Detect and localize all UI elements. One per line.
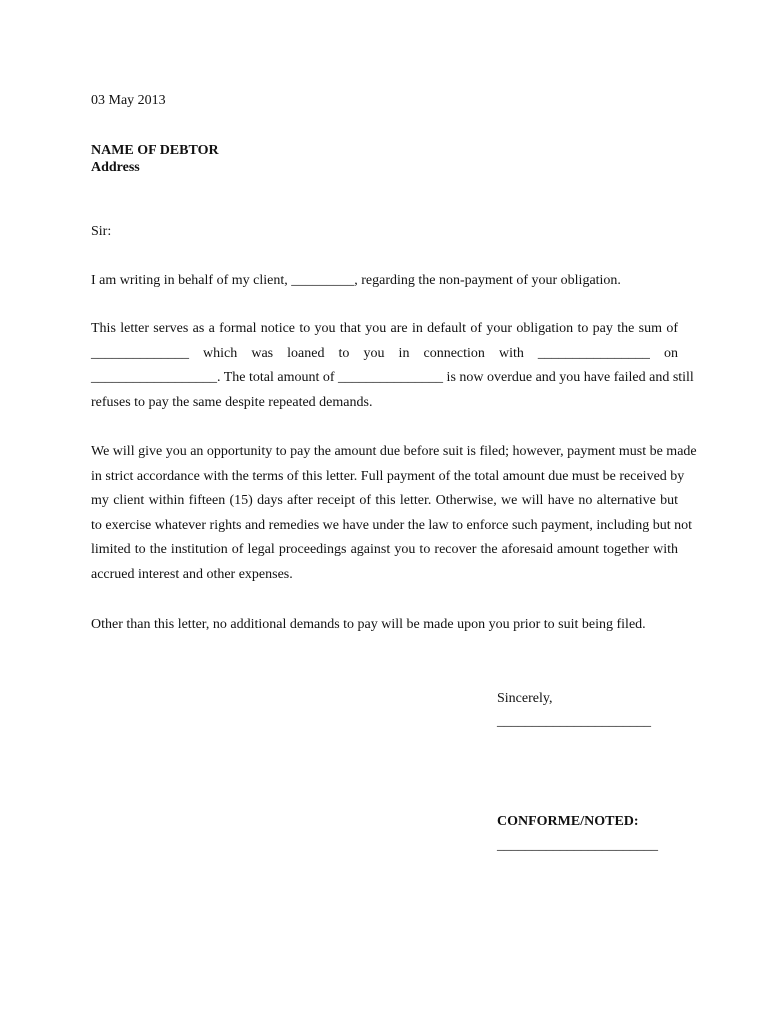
signature-line: ______________________ [497,714,651,729]
paragraph-2-line: refuses to pay the same despite repeated demands. [91,394,373,410]
paragraph-1-text: I am writing in behalf of my client, _________, regarding the non-payment of your obligation. [91,273,621,288]
conforme-label: CONFORME/NOTED: [497,814,639,829]
recipient-block [91,142,678,176]
recipient-address: Address [91,160,140,175]
salutation-text: Sir: [91,224,112,239]
closing-block [497,690,697,730]
closing-text: Sincerely, [497,691,553,706]
paragraph-3 [91,440,697,588]
paragraph-4 [91,616,678,633]
paragraph-2-line: ______________ which was loaned to you in connection with ________________ on [91,345,678,361]
paragraph-4-text: Other than this letter, no additional demands to pay will be made upon you prior to suit being filed. [91,617,646,632]
conforme-line: _______________________ [497,838,658,853]
paragraph-2 [91,317,694,415]
paragraph-1 [91,272,678,289]
date-text: 03 May 2013 [91,93,166,108]
paragraph-2-line: __________________. The total amount of _______________ is now overdue and you have failed and still [91,370,694,386]
paragraph-3-line: to exercise whatever rights and remedies we have under the law to enforce such payment, including but not [91,517,693,533]
conforme-block [497,813,697,854]
paragraph-3-line: my client within fifteen (15) days after receipt of this letter. Otherwise, we will have no alternative but [91,493,678,509]
letter-date [91,92,678,109]
paragraph-3-line: accrued interest and other expenses. [91,566,293,582]
salutation [91,223,678,240]
recipient-name: NAME OF DEBTOR [91,143,219,158]
paragraph-3-line: limited to the institution of legal proceedings against you to recover the aforesaid amount together with [91,542,678,558]
paragraph-3-line: in strict accordance with the terms of this letter. Full payment of the total amount due must be received by [91,468,685,484]
paragraph-3-line: We will give you an opportunity to pay the amount due before suit is filed; however, payment must be made [91,444,697,459]
paragraph-2-line: This letter serves as a formal notice to you that you are in default of your obligation to pay the sum of [91,321,678,336]
